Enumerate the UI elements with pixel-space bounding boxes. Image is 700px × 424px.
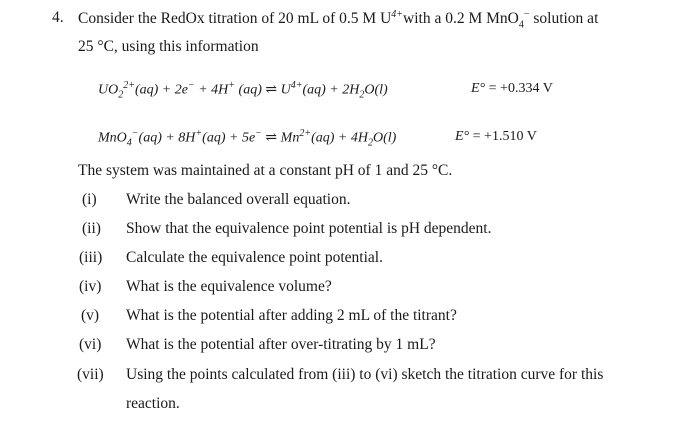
eq2-mno: MnO — [98, 130, 127, 146]
eq1-sup2plus: 2+ — [123, 80, 135, 91]
intro-text-b: with a 0.2 M MnO — [403, 10, 519, 28]
eq1-sup-e: − — [187, 80, 195, 91]
condition-statement: The system was maintained at a constant pH of 1 and 25 °C. — [78, 162, 453, 179]
eq2-supminus: − — [131, 128, 139, 139]
part-text-i: Write the balanced overall equation. — [126, 191, 351, 208]
eq1-rhs-a: (aq) + 2H — [302, 82, 360, 98]
eq1-rhs-sub: 2 — [359, 89, 365, 101]
intro-sup-u4: 4+ — [391, 9, 404, 20]
eq1-sup-4plus: 4+ — [290, 80, 303, 91]
intro-text-a: Consider the RedOx titration of 20 mL of 0.5 M U — [78, 10, 392, 28]
half-reaction-uranium — [98, 80, 388, 100]
part-label-vii: (vii) — [77, 366, 104, 383]
part-label-iv: (iv) — [79, 278, 102, 295]
intro-sub-4: 4 — [518, 19, 524, 31]
part-label-iii: (iii) — [79, 249, 103, 266]
eq1-uo: UO — [98, 82, 119, 98]
eq2-rhs-a: (aq) + 4H — [311, 130, 368, 146]
e0-permanganate — [455, 129, 537, 145]
eq1-rhs-b: O(l) — [364, 82, 388, 98]
eq2-rhs-b: O(l) — [372, 130, 397, 146]
question-intro-line2: 25 °C, using this information — [78, 38, 259, 55]
part-text-vii-continuation: reaction. — [126, 395, 180, 412]
part-text-iv: What is the equivalence volume? — [126, 278, 332, 295]
eq2-part-c: (aq) + 5e — [202, 130, 256, 146]
part-label-ii: (ii) — [82, 220, 101, 237]
part-label-v: (v) — [81, 307, 100, 324]
question-intro-line1 — [78, 9, 598, 30]
eq2-sup-e: − — [255, 128, 262, 139]
intro-sup-minus: − — [523, 9, 530, 20]
eq2-sub4: 4 — [126, 137, 132, 149]
half-reaction-permanganate — [98, 128, 396, 148]
e0-value-1: = +0.334 V — [488, 81, 553, 96]
e0-uranium — [471, 81, 553, 97]
part-text-iii: Calculate the equivalence point potential. — [126, 249, 383, 266]
e0-value-2: = +1.510 V — [472, 129, 537, 144]
eq2-part-b: (aq) + 8H — [138, 130, 196, 146]
eq1-part-b: (aq) + 2e — [134, 82, 188, 98]
part-text-vi: What is the potential after over-titrating by 1 mL? — [126, 336, 436, 353]
eq1-sub2: 2 — [118, 89, 124, 101]
eq1-sup-h: + — [228, 80, 236, 91]
part-label-vi: (vi) — [79, 336, 102, 353]
part-label-i: (i) — [82, 191, 97, 208]
e0-label-1: E° — [471, 81, 486, 96]
part-text-vii: Using the points calculated from (iii) to (vi) sketch the titration curve for this — [126, 366, 604, 383]
eq2-part-d: ⇌ Mn — [261, 130, 300, 146]
eq1-part-d: (aq) ⇌ U — [235, 82, 291, 98]
e0-label-2: E° — [455, 129, 470, 144]
eq1-part-c: + 4H — [194, 82, 229, 98]
part-text-ii: Show that the equivalence point potential is pH dependent. — [126, 220, 492, 237]
eq2-sup-2plus: 2+ — [299, 128, 312, 139]
eq2-rhs-sub: 2 — [367, 137, 373, 149]
intro-text-c: solution at — [529, 10, 599, 28]
question-number: 4. — [52, 9, 64, 26]
eq2-sup-h: + — [195, 128, 203, 139]
part-text-v: What is the potential after adding 2 mL of the titrant? — [126, 307, 457, 324]
